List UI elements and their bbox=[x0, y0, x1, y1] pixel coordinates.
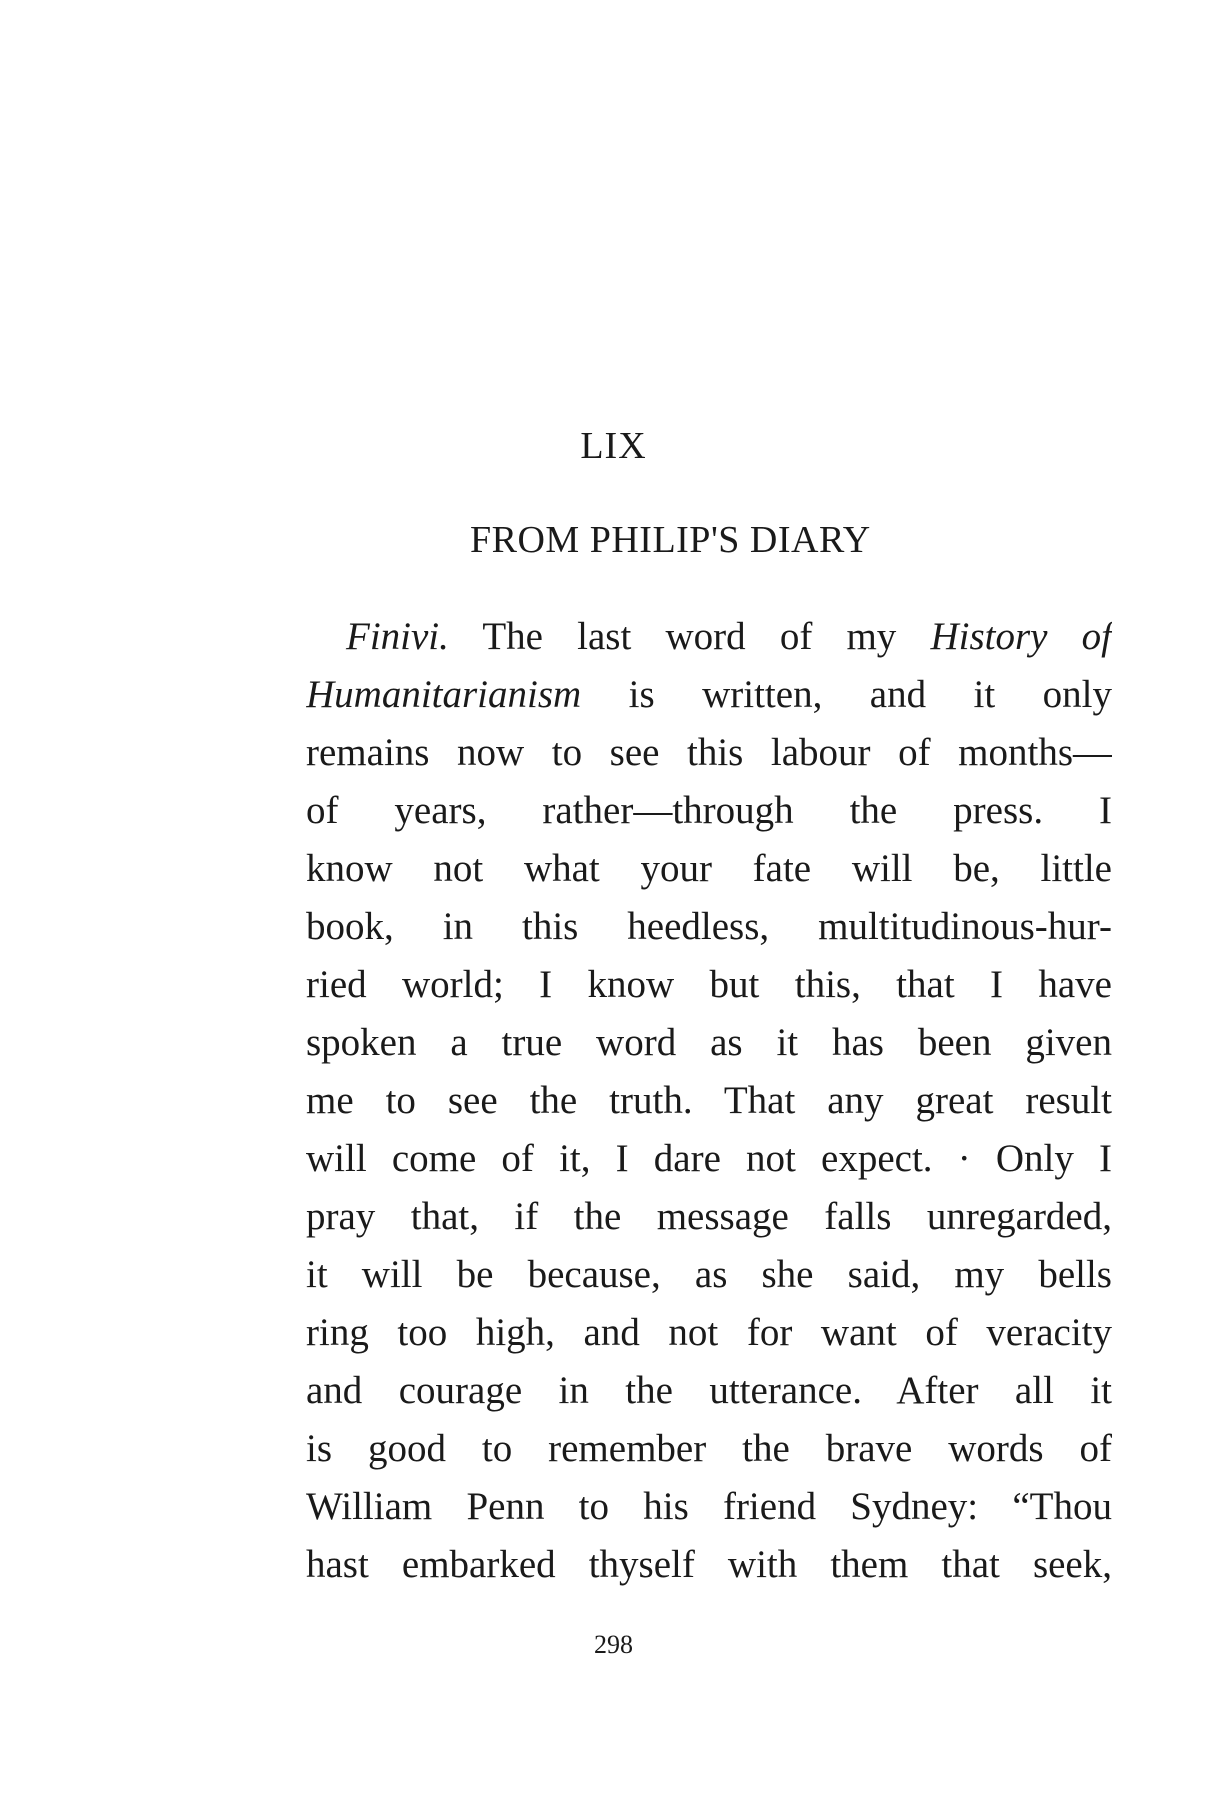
text-fragment: is written, and it only bbox=[581, 673, 1112, 716]
chapter-title: FROM PHILIP'S DIARY bbox=[470, 519, 871, 561]
text-line: book, in this heedless, multitudinous-hur- bbox=[306, 905, 1112, 948]
text-line: of years, rather—through the press. I bbox=[306, 789, 1112, 832]
text-fragment: Humanitarianism bbox=[306, 673, 582, 716]
text-line: is good to remember the brave words of bbox=[306, 1427, 1112, 1470]
text-fragment: The last word of my bbox=[448, 615, 931, 658]
text-line: William Penn to his friend Sydney: “Thou bbox=[306, 1485, 1112, 1528]
text-fragment: Finivi. bbox=[346, 615, 449, 658]
text-line: remains now to see this labour of months— bbox=[306, 731, 1112, 774]
text-line: ried world; I know but this, that I have bbox=[306, 963, 1112, 1006]
text-line: hast embarked thyself with them that seek, bbox=[306, 1543, 1112, 1586]
text-line bbox=[306, 608, 1112, 666]
text-line: me to see the truth. That any great result bbox=[306, 1079, 1112, 1122]
page-number: 298 bbox=[594, 1630, 633, 1659]
chapter-number: LIX bbox=[580, 425, 647, 467]
text-fragment: History of bbox=[930, 615, 1112, 658]
text-line: know not what your fate will be, little bbox=[306, 847, 1112, 890]
text-line: ring too high, and not for want of veracity bbox=[306, 1311, 1112, 1354]
text-line: it will be because, as she said, my bells bbox=[306, 1253, 1112, 1296]
text-line: spoken a true word as it has been given bbox=[306, 1021, 1112, 1064]
body-text bbox=[306, 608, 1112, 1594]
text-line: will come of it, I dare not expect. · Only I bbox=[306, 1137, 1112, 1180]
text-line bbox=[306, 666, 1112, 724]
text-line: pray that, if the message falls unregarded, bbox=[306, 1195, 1112, 1238]
text-line: and courage in the utterance. After all it bbox=[306, 1369, 1112, 1412]
